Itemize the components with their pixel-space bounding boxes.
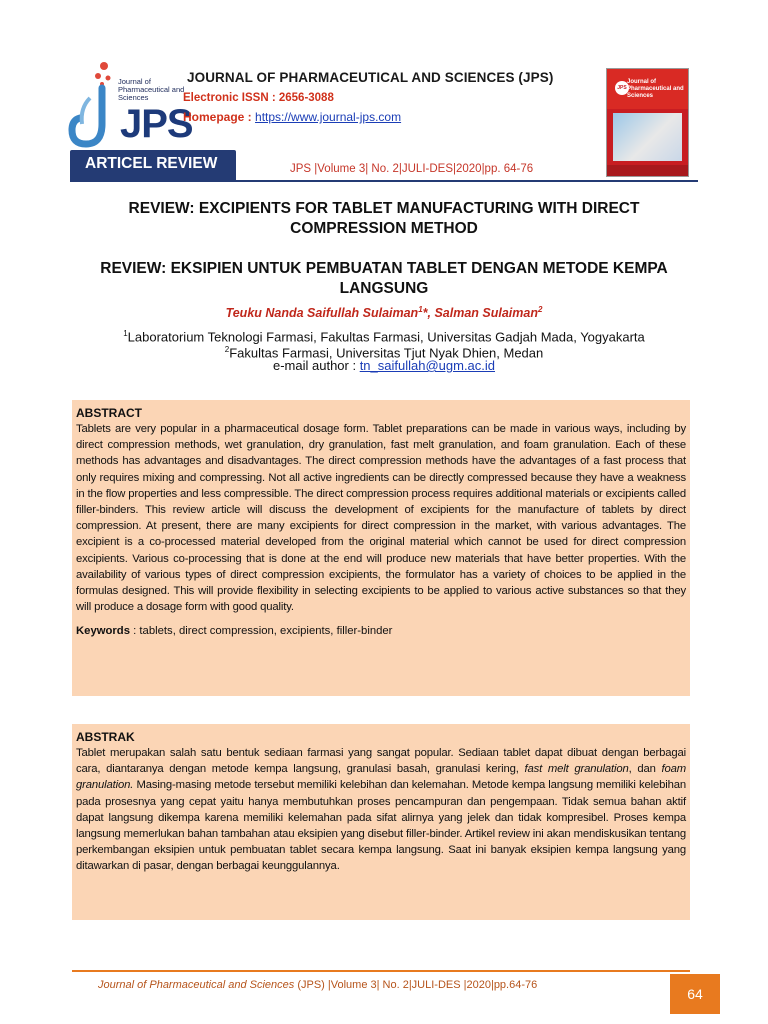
affiliation-1-sup: 1 [123,329,128,338]
section-rule [236,180,698,182]
volume-line: JPS |Volume 3| No. 2|JULI-DES|2020|pp. 64-76 [290,163,534,175]
abstrak-text-1: Tablet merupakan salah satu bentuk sediaan farmasi yang sangat popular. Sediaan tablet dapat dibuat dengan berbagai cara, diantaranya dengan metode kempa langsung, granulasi basah, granulasi kering, [76,747,686,776]
abstrak-text-3: Masing-masing metode tersebut memiliki kelebihan dan kelemahan. Metode kempa langsung memiliki kelebihan pada prosesnya yang cepat yaitu hanya membutuhkan proses pencampuran dan pengempaan. Tidak semua bahan aktif dapat langsung dikempa karena memiliki kelemahan pada sifat alirnya yang jelek dan tidak kompresibel. Proses kempa langsung memerlukan bahan tambahan atau eksipien yang disebut filler-binder. Artikel review ini akan mendiskusikan tentang perkembangan eksipien untuk pembuatan tablet secara kempa langsung. Saat ini banyak eksipien kempa langsung yang ditawarkan di pasar, dengan berbagai keunggulannya. [76,779,686,873]
abstrak-text-2: , dan [628,763,662,776]
affiliation-2-text: Fakultas Farmasi, Universitas Tjut Nyak Dhien, Medan [229,345,544,361]
article-title-en: REVIEW: EXCIPIENTS FOR TABLET MANUFACTURING WITH DIRECT COMPRESSION METHOD [128,200,640,237]
journal-title: JOURNAL OF PHARMACEUTICAL AND SCIENCES (JPS) [187,70,554,85]
author-1: Teuku Nanda Saifullah Sulaiman [225,306,419,321]
logo-caption: Journal of Pharmaceutical and Sciences [118,77,185,102]
cover-title: Journal of Pharmaceutical and Sciences [627,79,684,99]
affiliation-2-sup: 2 [224,345,230,354]
abstrak-em-1: fast melt granulation [524,763,629,776]
logo-wordmark: JPS [120,102,193,146]
abstrak-box [72,724,690,920]
page-number: 64 [670,974,720,1014]
cover-footer-bar [607,165,688,176]
section-tab: ARTICEL REVIEW [70,150,236,182]
section-rule-left [70,180,238,182]
homepage-link[interactable]: https://www.journal-jps.com [255,110,402,124]
abstrak-heading: ABSTRAK [76,730,135,744]
cover-photo [613,113,682,161]
abstract-heading: ABSTRACT [76,406,142,420]
abstrak-em-2: foam granulation. [76,763,686,792]
journal-cover-image [606,68,689,177]
author-2-sup: 2 [537,305,543,314]
affiliation-1-text: Laboratorium Teknologi Farmasi, Fakultas Farmasi, Universitas Gadjah Mada, Yogyakarta [127,329,645,345]
cover-badge: JPS [615,81,629,95]
abstrak-text [76,745,686,875]
footer-rest: (JPS) |Volume 3| No. 2|JULI-DES |2020|pp.64-76 [294,979,538,991]
author-email-link[interactable]: tn_saifullah@ugm.ac.id [359,358,496,373]
homepage-line [183,110,401,124]
footer-rule [72,970,690,972]
issn-line: Electronic ISSN : 2656-3088 [183,92,334,104]
homepage-label: Homepage : [183,110,256,124]
article-title-id: REVIEW: EKSIPIEN UNTUK PEMBUATAN TABLET DENGAN METODE KEMPA LANGSUNG [100,260,668,297]
author-1-sup: 1 [418,305,423,314]
keywords-line [76,623,686,639]
email-label: e-mail author : [272,358,360,373]
journal-logo [68,58,193,150]
abstract-box [72,400,690,696]
footer-citation [98,979,537,991]
author-line [70,305,698,320]
author-email-line [70,358,698,374]
author-1-mark: *, [422,306,435,321]
abstract-text: Tablets are very popular in a pharmaceutical dosage form. Tablet preparations can be made in various ways, including by direct compression methods, wet granulation, dry granulation, fast melt granulation, and foam granulation. Each of these methods has advantages and disadvantages. The direct compression methods have the advantages of a fast process that only requires mixing and compressing. Not all active ingredients can be directly compressed because they have a weakness in the flow properties and less compressible. The direct compression process requires additional materials or excipients called filler-binders. This review article will discuss the development of excipients for the manufacture of tablets by direct compression. At present, there are many excipients for direct compression in the market, with various advantages. The excipient is a co-processed material developed from the original material which cannot be used for direct compression excipients. Various co-processing that is done at the end will produce new materials that have better properties. With the availability of various types of direct compression excipients, the formulator has a variety of choices to be applied in the formulas designed. This will provide flexibility in selecting excipients to be applied to various active substances so that they will produce a dosage form with good quality. [76,423,686,614]
footer-journal: Journal of Pharmaceutical and Sciences [98,979,295,991]
keywords-label: Keywords [76,625,130,638]
keywords-text: : tablets, direct compression, excipients, filler-binder [130,625,393,638]
author-2: Salman Sulaiman [434,306,538,321]
